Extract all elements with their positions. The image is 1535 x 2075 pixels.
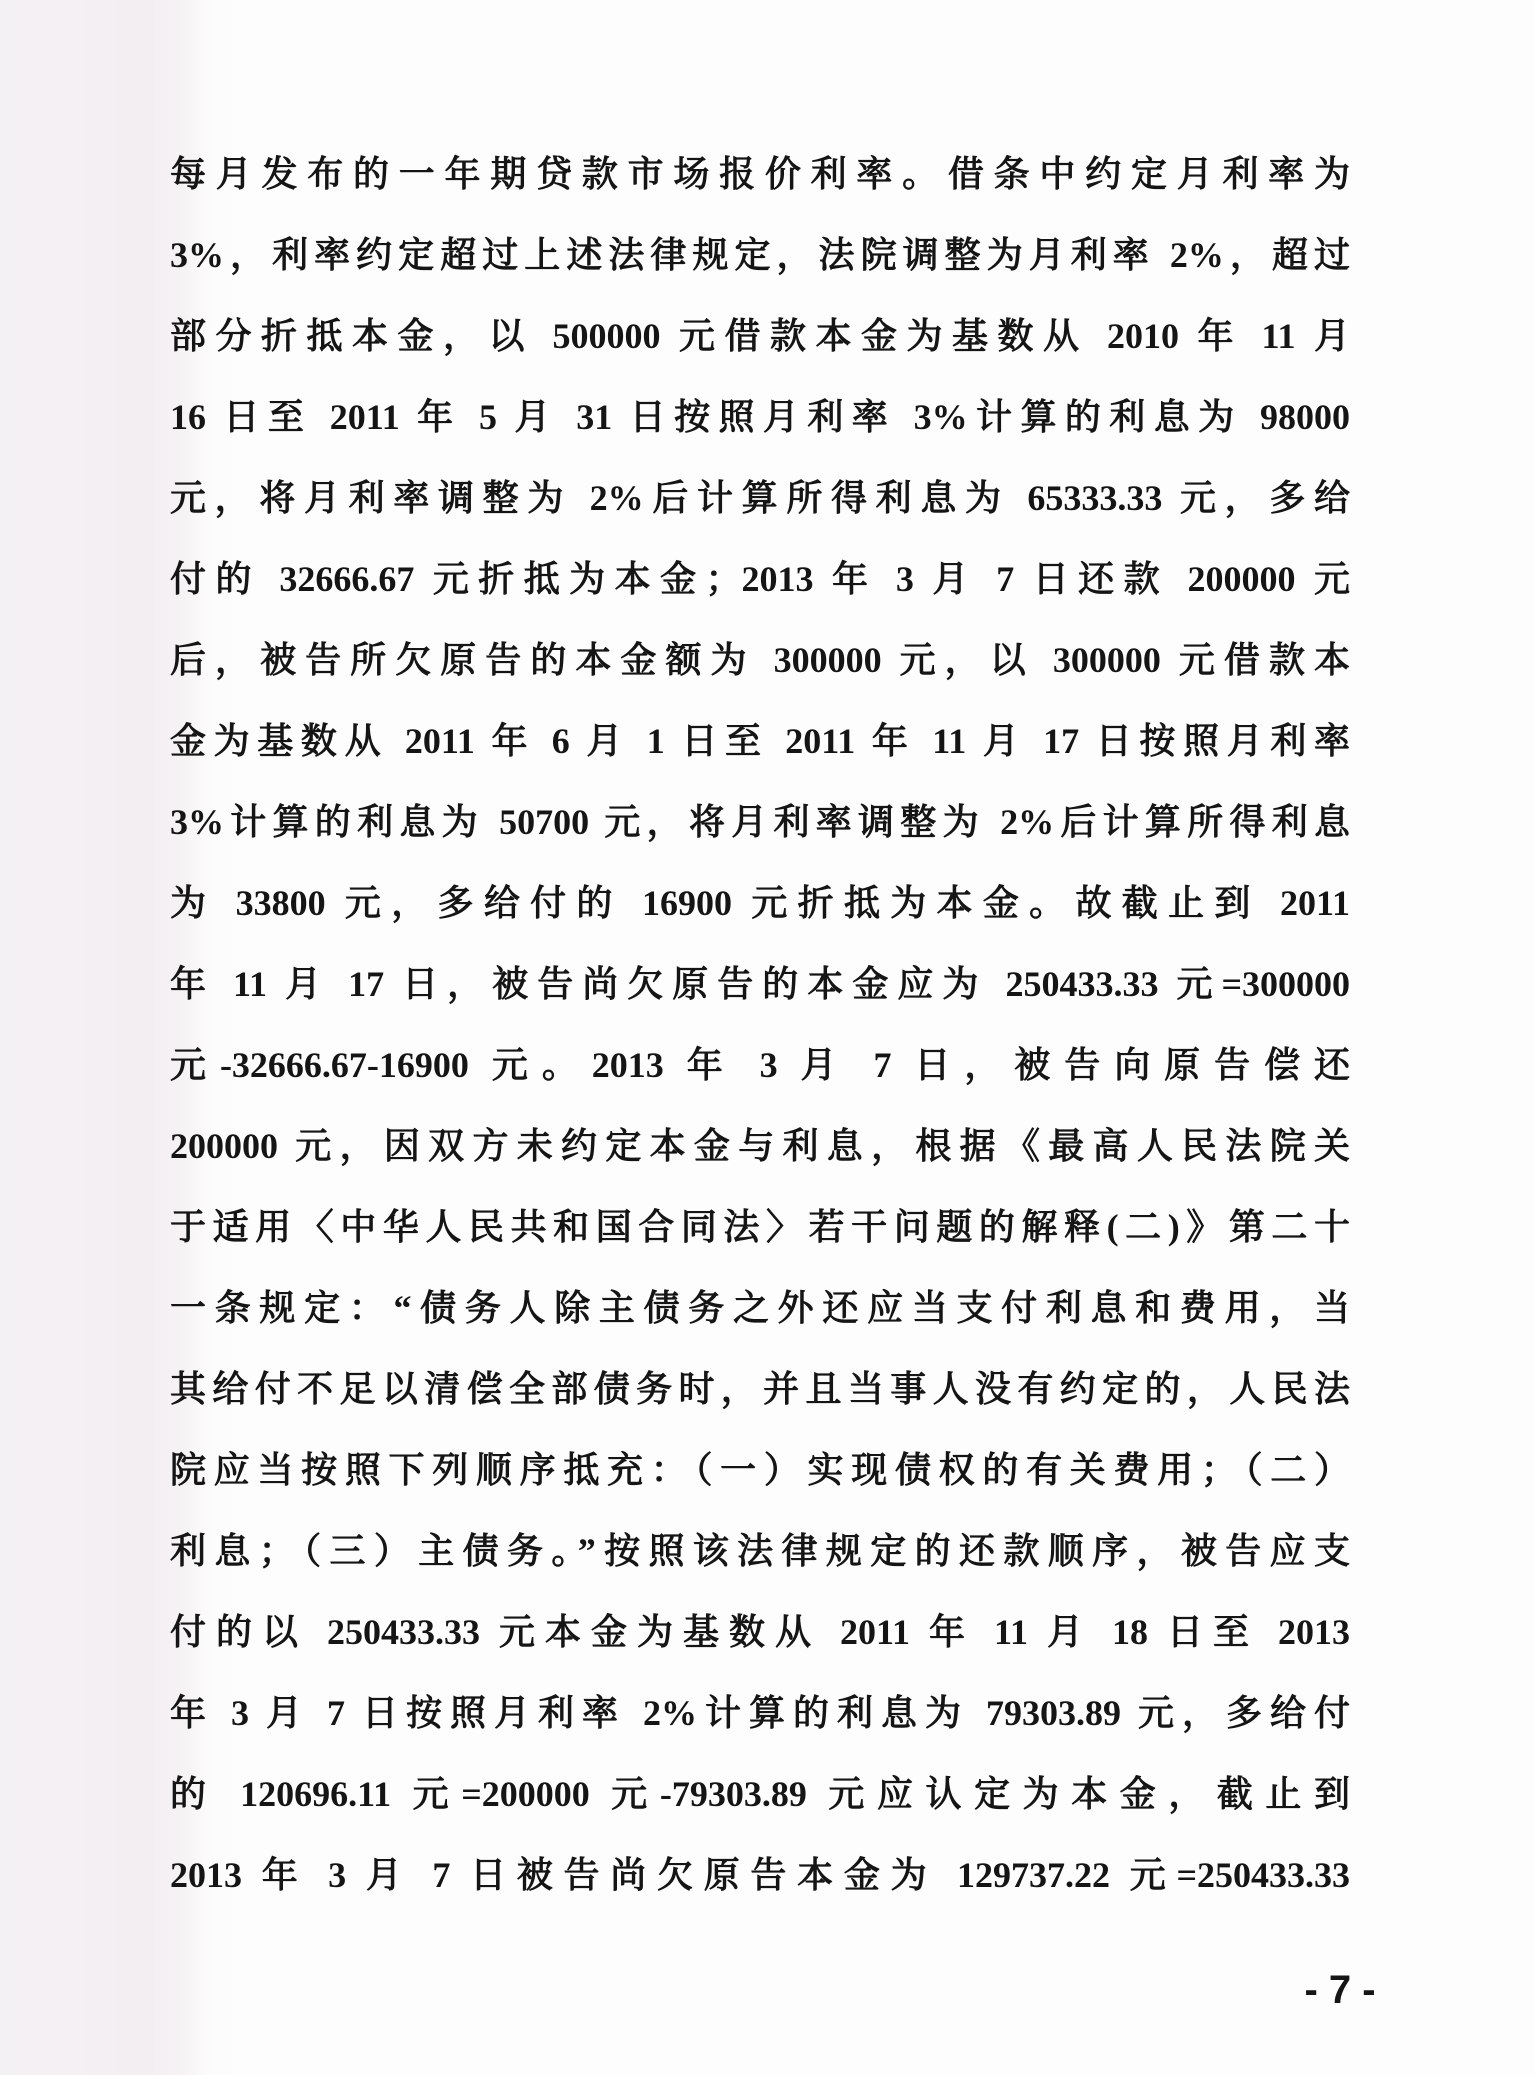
text-line: 部分折抵本金，以 500000 元借款本金为基数从 2010 年 11 月 xyxy=(170,316,1350,356)
text-line: 16 日至 2011 年 5 月 31 日按照月利率 3%计算的利息为 98000 xyxy=(170,397,1350,437)
text-line: 为 33800 元，多给付的 16900 元折抵为本金。故截止到 2011 xyxy=(170,883,1350,923)
text-line: 利息；（三）主债务。”按照该法律规定的还款顺序，被告应支 xyxy=(170,1531,1350,1571)
text-line: 年 11 月 17 日，被告尚欠原告的本金应为 250433.33 元=300000 xyxy=(170,964,1350,1004)
text-line: 金为基数从 2011 年 6 月 1 日至 2011 年 11 月 17 日按照月利率 xyxy=(170,721,1350,761)
text-line: 一条规定：“债务人除主债务之外还应当支付利息和费用，当 xyxy=(170,1288,1350,1328)
text-line: 3%计算的利息为 50700 元，将月利率调整为 2%后计算所得利息 xyxy=(170,802,1350,842)
text-line: 每月发布的一年期贷款市场报价利率。借条中约定月利率为 xyxy=(170,154,1350,194)
text-line: 付的 32666.67 元折抵为本金；2013 年 3 月 7 日还款 200000 元 xyxy=(170,559,1350,599)
document-body xyxy=(170,138,1350,1920)
text-line: 3%，利率约定超过上述法律规定，法院调整为月利率 2%，超过 xyxy=(170,235,1350,275)
text-line: 的 120696.11 元=200000 元-79303.89 元应认定为本金，截止到 xyxy=(170,1774,1350,1814)
text-line: 其给付不足以清偿全部债务时，并且当事人没有约定的，人民法 xyxy=(170,1369,1350,1409)
text-line: 元，将月利率调整为 2%后计算所得利息为 65333.33 元，多给 xyxy=(170,478,1350,518)
text-line: 元-32666.67-16900 元。2013 年 3 月 7 日，被告向原告偿还 xyxy=(170,1045,1350,1085)
text-line: 于适用〈中华人民共和国合同法〉若干问题的解释(二)》第二十 xyxy=(170,1207,1350,1247)
text-line: 院应当按照下列顺序抵充：（一）实现债权的有关费用；（二） xyxy=(170,1450,1350,1490)
text-line: 年 3 月 7 日按照月利率 2%计算的利息为 79303.89 元，多给付 xyxy=(170,1693,1350,1733)
text-line: 后，被告所欠原告的本金额为 300000 元，以 300000 元借款本 xyxy=(170,640,1350,680)
page-number: - 7 - xyxy=(1304,1968,1376,2012)
text-line: 2013 年 3 月 7 日被告尚欠原告本金为 129737.22 元=250433.33 xyxy=(170,1855,1350,1895)
text-line: 200000 元，因双方未约定本金与利息，根据《最高人民法院关 xyxy=(170,1126,1350,1166)
text-line: 付的以 250433.33 元本金为基数从 2011 年 11 月 18 日至 2013 xyxy=(170,1612,1350,1652)
